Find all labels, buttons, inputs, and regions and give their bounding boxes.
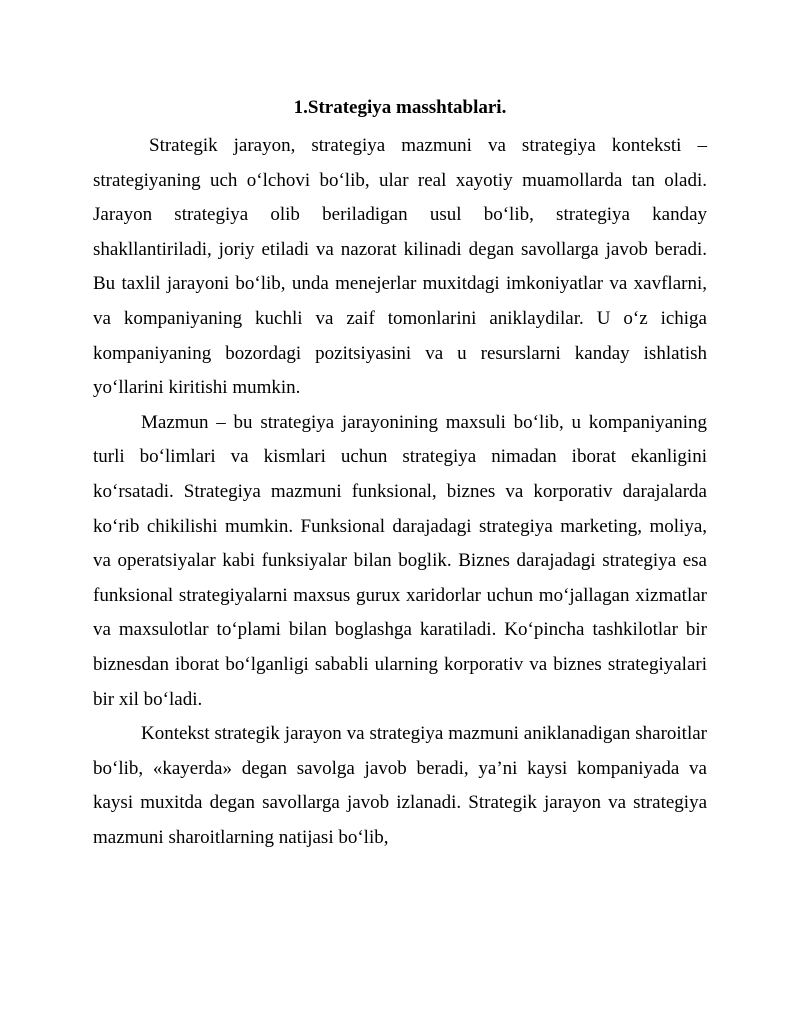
paragraph-process: Strategik jarayon, strategiya mazmuni va strategiya konteksti – strategiyaning uch o‘lchovi bo‘lib, ular real xayotiy muamollarda tan oladi. Jarayon strategiya olib beriladigan usul bo‘lib, strategiya kanday shakllantiriladi, joriy etiladi va nazorat kilinadi degan savollarga javob beradi. Bu taxlil jarayoni bo‘lib, unda menejerlar muxitdagi imkoniyatlar va xavflarni, va kompaniyaning kuchli va zaif tomonlarini aniklaydilar. U o‘z ichiga kompaniyaning bozordagi pozitsiyasini va u resurslarni kanday ishlatish yo‘llarini kiritishi mumkin. (93, 135, 707, 399)
document-body (93, 93, 707, 855)
paragraph-content: Mazmun – bu strategiya jarayonining maxsuli bo‘lib, u kompaniyaning turli bo‘limlari va kismlari uchun strategiya nimadan iborat ekanligini ko‘rsatadi. Strategiya mazmuni funksional, biznes va korporativ darajalarda ko‘rib chikilishi mumkin. Funksional darajadagi strategiya marketing, moliya, va operatsiyalar kabi funksiyalar bilan boglik. Biznes darajadagi strategiya esa funksional strategiyalarni maxsus gurux xaridorlar uchun mo‘jallagan xizmatlar va maxsulotlar to‘plami bilan boglashga karatiladi. Ko‘pincha tashkilotlar bir biznesdan iborat bo‘lganligi sababli ularning korporativ va biznes strategiyalari bir xil bo‘ladi. (93, 411, 707, 710)
section-title: 1.Strategiya masshtablari. (293, 97, 507, 118)
paragraph-context: Kontekst strategik jarayon va strategiya mazmuni aniklanadigan sharoitlar bo‘lib, «kayerda» degan savolga javob beradi, ya’ni kaysi kompaniyada va kaysi muxitda degan savollarga javob izlanadi. Strategik jarayon va strategiya mazmuni sharoitlarning natijasi bo‘lib, (93, 723, 707, 848)
